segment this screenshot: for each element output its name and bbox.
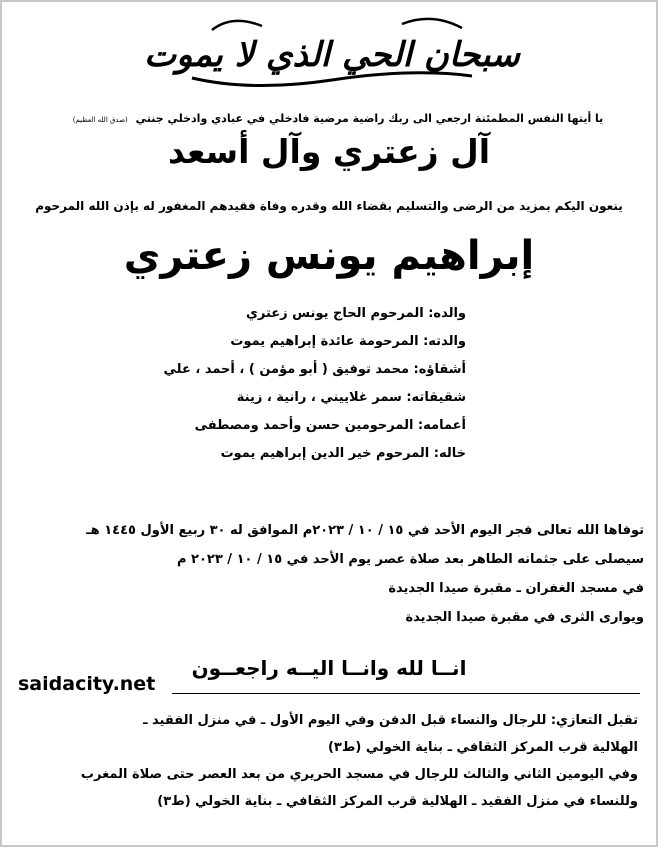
verse-attribution: (صدق الله العظيم) bbox=[72, 116, 128, 124]
announcement-text: ينعون اليكم بمزيد من الرضى والتسليم بقضاء الله وقدره وفاة فقيدهم المغفور له بإذن الله المرحوم bbox=[35, 199, 623, 213]
condolence-line: الهلالية قرب المركز الثقافي ـ بناية الخولي (ط٣) bbox=[327, 740, 638, 755]
relative-brothers: أشقاؤه: محمد توفيق ( أبو مؤمن ) ، أحمد ، علي bbox=[163, 362, 466, 377]
relatives-list bbox=[163, 300, 466, 468]
condolence-line: وفي اليومين الثاني والثالث للرجال في مسجد الحريري من بعد العصر حتى صلاة المغرب bbox=[80, 767, 638, 782]
relative-mother: والدته: المرحومة عائدة إبراهيم يموت bbox=[230, 334, 466, 349]
deceased-name: إبراهيم يونس زعتري bbox=[123, 233, 535, 279]
condolences-details bbox=[80, 707, 638, 815]
quran-verse bbox=[42, 112, 634, 125]
relative-sisters: شقيقاته: سمر غلاييني ، رانية ، زينة bbox=[236, 390, 466, 405]
condolence-line: تقبل التعازي: للرجال والنساء قبل الدفن وفي اليوم الأول ـ في منزل الفقيد ـ bbox=[143, 713, 638, 728]
death-date-line: توفاها الله تعالى فجر اليوم الأحد في ١٥ / ١٠ / ٢٠٢٣م الموافق له ٣٠ ربيع الأول ١٤٤٥ هـ bbox=[86, 523, 644, 538]
death-details bbox=[86, 516, 644, 632]
relative-uncles: أعمامه: المرحومين حسن وأحمد ومصطفى bbox=[194, 418, 466, 433]
relative-maternal-uncle: خاله: المرحوم خير الدين إبراهيم يموت bbox=[220, 446, 466, 461]
calligraphy-header bbox=[144, 8, 520, 96]
verse-text: يا أيتها النفس المطمئنة ارجعي الى ربك راضية مرضية فادخلي في عبادي وادخلي جنتي bbox=[135, 112, 604, 125]
site-watermark: saidacity.net bbox=[14, 673, 159, 695]
families-heading: آل زعتري وآل أسعد bbox=[167, 132, 491, 171]
burial-line: ويوارى الثرى في مقبرة صيدا الجديدة bbox=[405, 610, 644, 625]
mosque-line: في مسجد الغفران ـ مقبرة صيدا الجديدة bbox=[388, 581, 644, 596]
relative-father: والده: المرحوم الحاج يونس زعتري bbox=[245, 306, 466, 321]
inna-lillah-line: انــا لله وانــا اليــه راجعــون bbox=[191, 656, 467, 680]
divider-line bbox=[172, 693, 640, 694]
prayer-line: سيصلى على جثمانه الطاهر بعد صلاة عصر يوم الأحد في ١٥ / ١٠ / ٢٠٢٣ م bbox=[176, 552, 644, 567]
calligraphy-text: سبحان الحي الذي لا يموت bbox=[144, 35, 520, 75]
condolence-line: وللنساء في منزل الفقيد ـ الهلالية قرب المركز الثقافي ـ بناية الخولي (ط٣) bbox=[157, 794, 638, 809]
